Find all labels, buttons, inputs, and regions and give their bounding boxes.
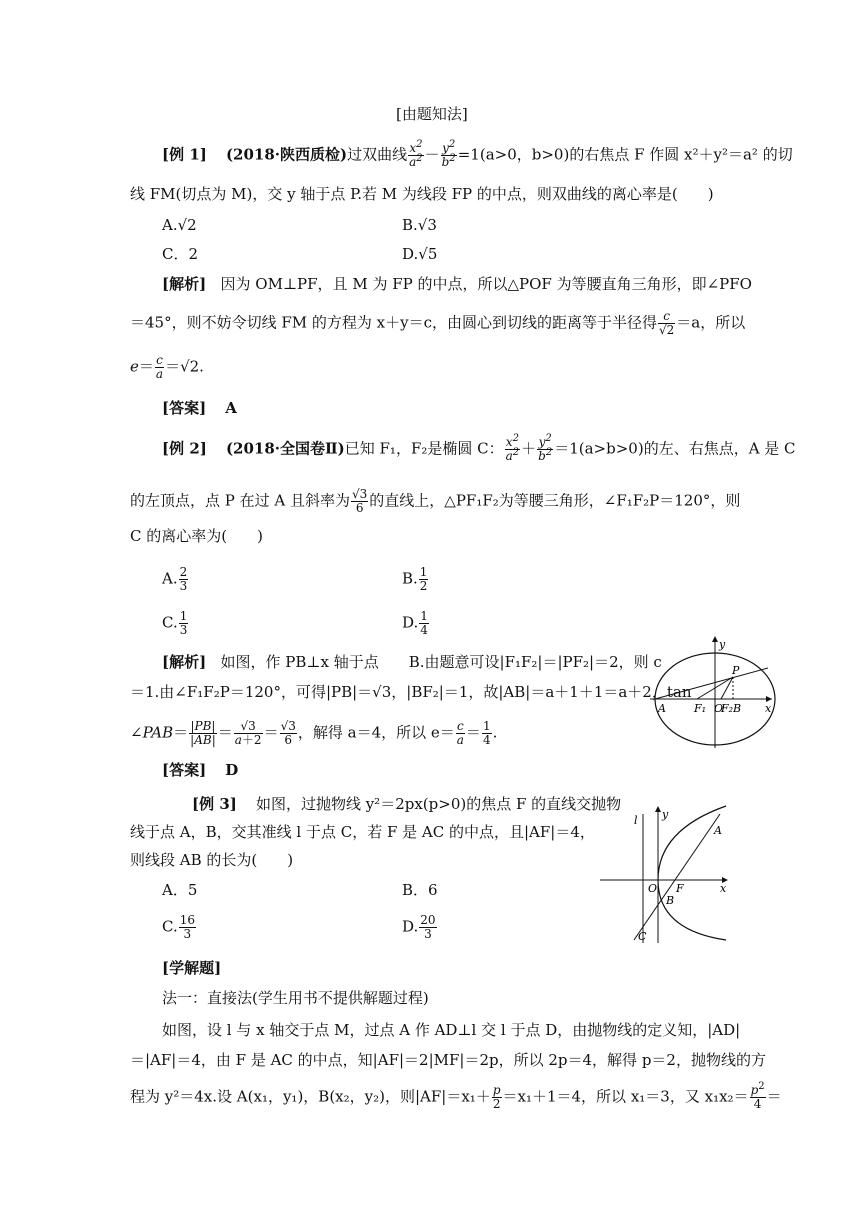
example-1-analysis-3: e＝ $\frac{c}{a}$ ＝√2. — [130, 353, 204, 381]
fig1-label-f1: F₁ — [694, 702, 707, 715]
example-2-option-c: C. $\frac{1}{3}$ — [162, 609, 188, 637]
example-1-answer: [答案] A — [162, 399, 237, 417]
solution-method-1: 法一：直接法(学生用书不提供解题过程) — [162, 989, 429, 1007]
example-3-option-c: C. $\frac{16}{3}$ — [162, 913, 195, 941]
fig1-y-arrow — [712, 636, 718, 642]
fig1-label-x: x — [765, 702, 772, 715]
example-2-analysis-3: ∠PAB＝ $\frac{|PB|}{|AB|}$ ＝ $\frac{√3}{a+2}$ ＝ $\frac{√3}{6}$ ，解得 a＝4，所以 e＝ $\frac{c}{a}$ ＝ $\frac{1}{4}$ . — [130, 719, 498, 747]
analysis-tag: [解析] — [162, 275, 207, 293]
example-3-line-1: [例 3] 如图，过抛物线 y²＝2px(p>0)的焦点 F 的直线交抛物 — [192, 795, 622, 813]
example-2-analysis-1: [解析] 如图，作 PB⊥x 轴于点 B.由题意可设|F₁F₂|＝|PF₂|＝2，则 c — [162, 653, 662, 671]
example-3-option-b: B．6 — [402, 881, 438, 899]
fig2-label-f: F — [676, 882, 684, 895]
example-2-line-1: [例 2] (2018·全国卷Ⅱ)已知 F₁，F₂是椭圆 C： $\frac{x^2}{a^2}$ ＋ $\frac{y^2}{b^2}$ ＝1(a>b>0)的左、右焦点，A 是 C — [162, 433, 796, 463]
fig1-label-o: O — [714, 702, 724, 715]
example-1-line-1: [例 1] (2018·陕西质检)过双曲线 $\frac{x^2}{a^2}$ － $\frac{y^2}{b^2}$ =1(a>0，b>0)的右焦点 F 作圆 x²＋y²＝a² 的切 — [162, 139, 793, 169]
ellipse-figure — [646, 632, 778, 752]
example-1-analysis-1: [解析] 因为 OM⊥PF，且 M 为 FP 的中点，所以△POF 为等腰直角三角形，即∠PFO — [162, 275, 752, 293]
example-1-option-a: A.√2 — [162, 216, 197, 234]
example-1-option-d: D.√5 — [402, 245, 438, 263]
fig1-label-y: y — [719, 638, 726, 651]
example-1-option-b: B.√3 — [402, 216, 437, 234]
fig1-line-ap — [655, 668, 768, 699]
fig2-label-o: O — [648, 882, 658, 895]
example-1-tag: [例 1] — [162, 145, 207, 164]
fig2-label-x: x — [720, 882, 727, 895]
example-2-answer: [答案] D — [162, 761, 239, 779]
example-1-text-tail: =1(a>0，b>0)的右焦点 F 作圆 x²＋y²＝a² 的切 — [457, 145, 793, 164]
fig1-label-b: B — [733, 702, 742, 715]
example-2-line-3: C 的离心率为( ) — [130, 527, 263, 545]
section-heading: [由题知法] — [396, 105, 468, 123]
example-3-line-3: 则线段 AB 的长为( ) — [130, 851, 294, 869]
fig1-label-f2: F₂ — [721, 702, 734, 715]
fig2-label-a: A — [714, 824, 722, 837]
fig2-label-c: C — [638, 930, 647, 943]
example-2-line-2: 的左顶点，点 P 在过 A 且斜率为 $\frac{√3}{6}$ 的直线上，△PF₁F₂为等腰三角形，∠F₁F₂P＝120°，则 — [130, 487, 741, 515]
example-3-line-2: 线于点 A，B，交其准线 l 于点 C，若 F 是 AC 的中点，且|AF|＝4， — [130, 823, 595, 841]
solution-line-1: 如图，设 l 与 x 轴交于点 M，过点 A 作 AD⊥l 交 l 于点 D，由抛物线的定义知，|AD| — [162, 1021, 741, 1039]
example-1-analysis-2: ＝45°，则不妨令切线 FM 的方程为 x＋y＝c，由圆心到切线的距离等于半径得 $\frac{c}{√2}$ ＝a，所以 — [130, 309, 746, 337]
solution-tag: [学解题] — [162, 959, 222, 977]
fig1-label-a: A — [658, 702, 666, 715]
example-1-source: (2018·陕西质检) — [225, 145, 348, 164]
fig2-label-l: l — [634, 814, 638, 827]
example-1-option-c: C．2 — [162, 245, 199, 263]
solution-line-2: ＝|AF|＝4，由 F 是 AC 的中点，知|AF|＝2|MF|＝2p，所以 2p＝4，解得 p＝2，抛物线的方 — [130, 1051, 766, 1069]
example-2-option-b: B. $\frac{1}{2}$ — [402, 565, 428, 593]
example-1-line-2: 线 FM(切点为 M)，交 y 轴于点 P.若 M 为线段 FP 的中点，则双曲线的离心率是( ) — [130, 185, 714, 203]
fig2-label-b: B — [666, 894, 675, 907]
example-3-option-a: A．5 — [162, 881, 198, 899]
parabola-figure — [596, 800, 732, 946]
fig2-y-arrow — [655, 806, 661, 812]
fig1-label-p: P — [732, 664, 740, 677]
fig2-label-y: y — [662, 808, 669, 821]
example-2-option-a: A. $\frac{2}{3}$ — [162, 565, 188, 593]
example-2-option-d: D. $\frac{1}{4}$ — [402, 609, 428, 637]
example-2-analysis-2: ＝1.由∠F₁F₂P＝120°，可得|PB|＝√3，|BF₂|＝1，故|AB|＝a＋1＋1＝a＋2，tan — [130, 683, 692, 701]
example-3-option-d: D. $\frac{20}{3}$ — [402, 913, 436, 941]
solution-line-3: 程为 y²＝4x.设 A(x₁，y₁)，B(x₂，y₂)，则|AF|＝x₁＋ $\frac{p}{2}$ ＝x₁＋1＝4，所以 x₁＝3，又 x₁x₂＝ $\frac{p^2}{4}$ ＝ — [130, 1081, 782, 1111]
